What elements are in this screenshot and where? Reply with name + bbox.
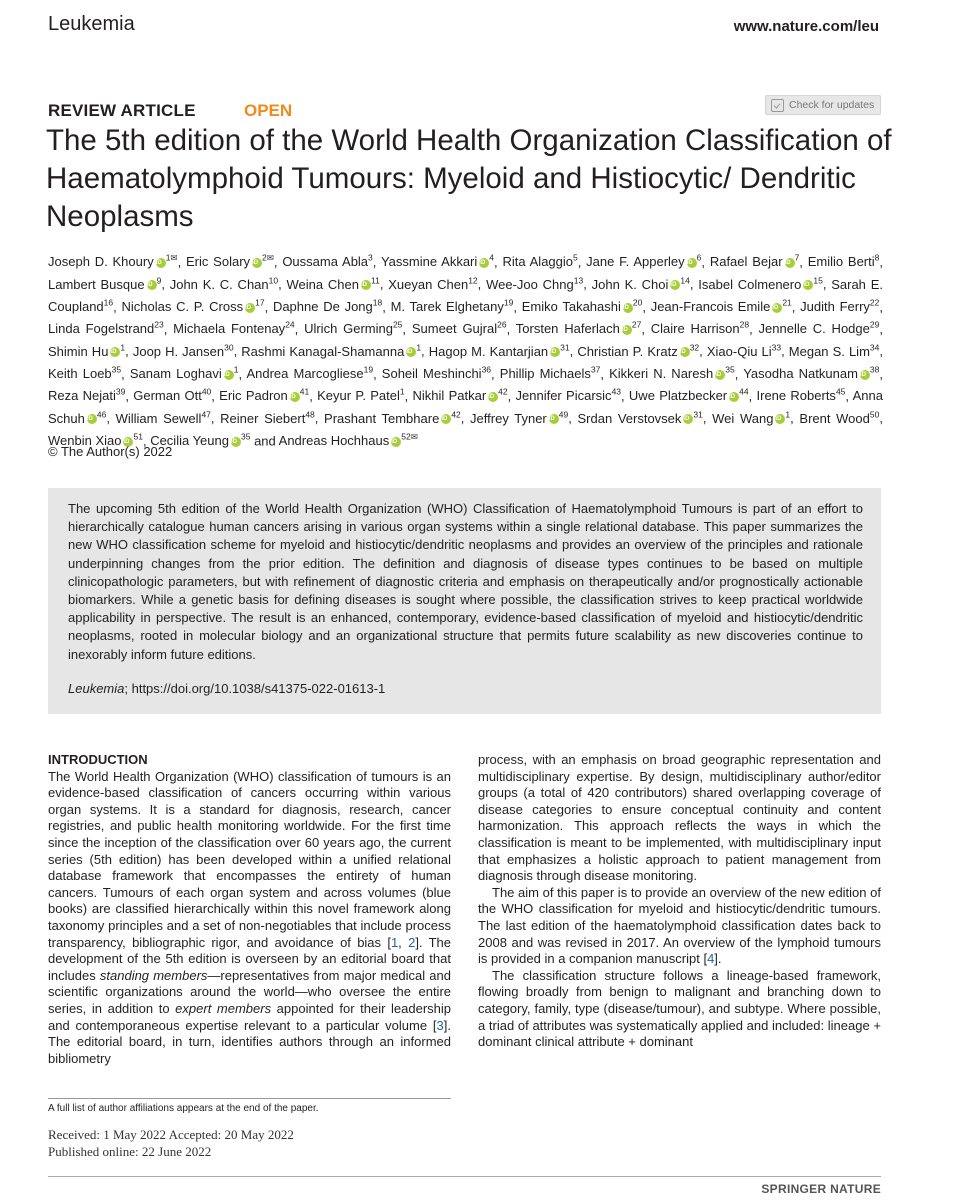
author[interactable] bbox=[382, 366, 491, 381]
affiliation-number: 8 bbox=[874, 253, 880, 263]
author-name: Cecilia Yeung bbox=[150, 432, 229, 448]
author[interactable] bbox=[413, 388, 508, 403]
author[interactable] bbox=[186, 254, 274, 269]
author[interactable] bbox=[707, 344, 781, 359]
orcid-icon[interactable]: iD bbox=[680, 347, 690, 357]
orcid-icon[interactable]: iD bbox=[252, 258, 262, 268]
author[interactable] bbox=[116, 411, 211, 426]
author[interactable] bbox=[133, 388, 211, 403]
author-name: Brent Wood bbox=[799, 410, 870, 426]
orcid-icon[interactable]: iD bbox=[361, 280, 371, 290]
reference-link[interactable]: 3 bbox=[436, 1017, 444, 1033]
affiliation-number: 24 bbox=[285, 319, 295, 330]
author[interactable] bbox=[48, 277, 161, 292]
author-name: Emilio Berti bbox=[807, 254, 875, 270]
published-online: Published online: 22 June 2022 bbox=[48, 1144, 212, 1159]
author-name: Irene Roberts bbox=[756, 388, 836, 404]
affiliation-number: 31 bbox=[560, 342, 570, 353]
affiliation-number: 33 bbox=[771, 342, 782, 353]
affiliation-number: 42 bbox=[498, 386, 508, 397]
author-name: M. Tarek Elghetany bbox=[390, 298, 504, 314]
author-name: Keith Loeb bbox=[48, 365, 112, 381]
orcid-icon[interactable]: iD bbox=[245, 303, 255, 313]
affiliation-number: 23 bbox=[154, 319, 164, 330]
affiliation-number: 30 bbox=[224, 342, 234, 353]
intro-paragraph-3: The classification structure follows a lineage-based framework, flowing broadly from benign to malignant and branching down to category, family, type (disease/tumour), and subtype. Where possible, a triad of attributes was systematically applied and included: lineage + dominant clinical attribute + dominant bbox=[478, 967, 881, 1050]
affiliation-number: 11 bbox=[371, 275, 380, 286]
author-name: Yasodha Natkunam bbox=[743, 365, 858, 381]
citation-line bbox=[68, 681, 385, 696]
author-name: John K. C. Chan bbox=[169, 276, 269, 292]
author[interactable] bbox=[500, 366, 601, 381]
author[interactable] bbox=[651, 299, 792, 314]
affiliation-number: 26 bbox=[497, 319, 507, 330]
author[interactable] bbox=[577, 344, 699, 359]
author-name: Sarah E. Coupland bbox=[48, 276, 883, 314]
author-name: Christian P. Kratz bbox=[577, 343, 678, 359]
author-name: Sanam Loghavi bbox=[129, 365, 222, 381]
reference-link[interactable]: 2 bbox=[408, 934, 416, 950]
orcid-icon[interactable]: iD bbox=[110, 347, 120, 357]
author-name: Lambert Busque bbox=[48, 276, 145, 292]
author[interactable] bbox=[789, 344, 880, 359]
author-name: Isabel Colmenero bbox=[698, 276, 802, 292]
author-name: Eric Solary bbox=[185, 254, 251, 270]
author[interactable] bbox=[757, 388, 846, 403]
orcid-icon[interactable]: iD bbox=[147, 280, 157, 290]
author-name: Reza Nejati bbox=[48, 388, 116, 404]
author[interactable] bbox=[219, 388, 309, 403]
orcid-icon[interactable]: iD bbox=[156, 258, 166, 268]
author-name: Xiao-Qiu Li bbox=[706, 343, 772, 359]
affiliation-number: 35 bbox=[111, 364, 122, 375]
author[interactable] bbox=[592, 277, 690, 292]
citation-journal: Leukemia bbox=[68, 681, 125, 696]
author[interactable] bbox=[324, 411, 461, 426]
author[interactable] bbox=[246, 366, 373, 381]
author-name: Sumeet Gujral bbox=[411, 321, 498, 337]
affiliation-number: 35 bbox=[725, 364, 735, 375]
affiliation-number: 39 bbox=[115, 386, 126, 397]
affiliation-number: 1 bbox=[399, 386, 405, 397]
author-name: Weina Chen bbox=[286, 276, 359, 292]
author[interactable] bbox=[799, 411, 879, 426]
author[interactable] bbox=[712, 411, 790, 426]
copyright: © The Author(s) 2022 bbox=[48, 444, 173, 459]
author-name: Wenbin Xiao bbox=[48, 432, 122, 448]
affiliation-number: 44 bbox=[739, 386, 749, 397]
orcid-icon[interactable]: iD bbox=[622, 325, 632, 335]
orcid-icon[interactable]: iD bbox=[224, 370, 234, 380]
reference-link[interactable]: 4 bbox=[707, 951, 715, 967]
author-name: German Ott bbox=[133, 388, 202, 404]
orcid-icon[interactable]: iD bbox=[803, 280, 813, 290]
affiliation-number: 45 bbox=[835, 386, 846, 397]
affiliation-number: 36 bbox=[481, 364, 492, 375]
orcid-icon[interactable]: iD bbox=[550, 347, 560, 357]
author[interactable] bbox=[651, 321, 749, 336]
affiliation-number: 46 bbox=[96, 409, 107, 420]
footnote-rule bbox=[48, 1098, 451, 1099]
author[interactable] bbox=[48, 388, 125, 403]
author-name: Daphne De Jong bbox=[272, 298, 373, 314]
reference-link[interactable]: 1 bbox=[390, 934, 399, 950]
affiliation-number: 13 bbox=[573, 275, 584, 286]
open-access-label: OPEN bbox=[244, 101, 293, 120]
author[interactable] bbox=[516, 388, 622, 403]
author[interactable] bbox=[586, 254, 701, 269]
author-name: Megan S. Lim bbox=[788, 343, 870, 359]
footnote: A full list of author affiliations appears at the end of the paper. bbox=[48, 1103, 319, 1114]
affiliation-number: 34 bbox=[869, 342, 880, 353]
affiliation-number: 9 bbox=[156, 275, 162, 286]
affiliation-number: 3 bbox=[368, 253, 373, 263]
affiliation-number: 38 bbox=[869, 364, 880, 375]
article-type: REVIEW ARTICLE bbox=[48, 101, 196, 120]
author[interactable] bbox=[522, 299, 643, 314]
author[interactable] bbox=[698, 277, 823, 292]
check-for-updates-label: Check for updates bbox=[789, 99, 875, 111]
affiliation-number: 28 bbox=[739, 319, 750, 330]
orcid-icon[interactable]: iD bbox=[441, 414, 451, 424]
author[interactable] bbox=[429, 344, 570, 359]
author-name: Eric Padron bbox=[219, 388, 288, 404]
affiliation-number: 25 bbox=[392, 319, 403, 330]
affiliation-number: 4 bbox=[489, 253, 495, 263]
author-name: Soheil Meshinchi bbox=[381, 365, 482, 381]
affiliation-number: 52✉ bbox=[401, 431, 418, 442]
affiliation-number: 49 bbox=[558, 409, 569, 420]
author-name: William Sewell bbox=[115, 410, 202, 426]
author-name: Jean-Francois Emile bbox=[650, 298, 771, 314]
author-name: Jeffrey Tyner bbox=[470, 410, 547, 426]
orcid-icon[interactable]: iD bbox=[687, 258, 697, 268]
author[interactable] bbox=[48, 321, 164, 336]
author-name: Shimin Hu bbox=[48, 343, 109, 359]
affiliation-number: 37 bbox=[590, 364, 601, 375]
intro-paragraph-1-cont: process, with an emphasis on broad geographic representation and multidisciplinary expertise. By design, multidisciplinary author/editor groups (a total of 420 contributors) shared overlapping coverage of disease categories to ensure conceptual continuity and content harmonization. This approach reflects the ways in which the classification is meant to be implemented, with multidisciplinary input that emphasizes a holistic approach to patient management from diagnosis through disease monitoring. bbox=[478, 752, 881, 884]
author-name: Jennelle C. Hodge bbox=[758, 321, 870, 337]
affiliation-number: 22 bbox=[869, 297, 880, 308]
affiliation-number: 31 bbox=[693, 409, 703, 420]
author-name: John K. Choi bbox=[591, 276, 669, 292]
author[interactable] bbox=[470, 411, 568, 426]
publisher-logo: SPRINGER NATURE bbox=[761, 1182, 881, 1196]
affiliation-number: 1 bbox=[233, 364, 239, 375]
orcid-icon[interactable]: iD bbox=[479, 258, 489, 268]
author-name: Jane F. Apperley bbox=[586, 254, 685, 270]
left-column bbox=[48, 752, 451, 1067]
affiliation-number: 14 bbox=[680, 275, 690, 286]
orcid-icon[interactable]: iD bbox=[123, 437, 133, 447]
affiliation-number: 51 bbox=[133, 431, 143, 442]
author-name: Reiner Siebert bbox=[220, 410, 306, 426]
orcid-icon[interactable]: iD bbox=[87, 414, 97, 424]
author[interactable] bbox=[609, 366, 735, 381]
author-name: Nicholas C. P. Cross bbox=[121, 298, 244, 314]
author[interactable] bbox=[808, 254, 880, 269]
affiliation-number: 1 bbox=[120, 342, 126, 353]
affiliation-number: 47 bbox=[201, 409, 211, 420]
author-name: Oussama Abla bbox=[282, 254, 369, 270]
article-title: The 5th edition of the World Health Organization Classification of Haematolymphoid Tumours: Myeloid and Histiocytic/ Dendritic Neoplasms bbox=[46, 124, 892, 233]
author[interactable] bbox=[133, 344, 234, 359]
author-name: Uwe Platzbecker bbox=[628, 388, 728, 404]
author[interactable] bbox=[577, 411, 702, 426]
author-name: Andrea Marcogliese bbox=[246, 365, 364, 381]
author-name: Judith Ferry bbox=[800, 298, 870, 314]
affiliation-number: 18 bbox=[372, 297, 383, 308]
author-name: Joseph D. Khoury bbox=[48, 254, 154, 270]
affiliation-number: 29 bbox=[869, 319, 880, 330]
author-name: Phillip Michaels bbox=[499, 365, 591, 381]
intro-paragraph-2: The aim of this paper is to provide an overview of the new edition of the WHO classification for myeloid and histiocytic/dendritic tumours. The last edition of the haematolymphoid classification dates back to 2008 and was revised in 2017. An overview of the lymphoid tumours is provided in a companion manuscript [4]. bbox=[478, 884, 881, 967]
author[interactable] bbox=[516, 321, 642, 336]
orcid-icon[interactable]: iD bbox=[290, 392, 300, 402]
affiliation-number: 50 bbox=[869, 409, 880, 420]
section-heading: INTRODUCTION bbox=[48, 752, 148, 767]
author-name: Linda Fogelstrand bbox=[48, 321, 155, 337]
author[interactable] bbox=[800, 299, 879, 314]
affiliation-number: 1 bbox=[785, 409, 791, 420]
author[interactable] bbox=[486, 277, 583, 292]
affiliation-number: 40 bbox=[201, 386, 212, 397]
author[interactable] bbox=[130, 366, 239, 381]
author[interactable] bbox=[743, 366, 879, 381]
orcid-icon[interactable]: iD bbox=[729, 392, 739, 402]
orcid-icon[interactable]: iD bbox=[715, 370, 725, 380]
author-name: Xueyan Chen bbox=[388, 276, 469, 292]
author-name: Emiko Takahashi bbox=[521, 298, 621, 314]
right-column bbox=[478, 752, 881, 1051]
author-name: Kikkeri N. Naresh bbox=[609, 365, 714, 381]
author-name: Hagop M. Kantarjian bbox=[428, 343, 549, 359]
affiliation-number: 21 bbox=[782, 297, 792, 308]
journal-name: Leukemia bbox=[48, 13, 135, 35]
author-name: Ulrich Germing bbox=[304, 321, 393, 337]
author[interactable] bbox=[282, 254, 372, 269]
affiliation-number: 27 bbox=[631, 319, 642, 330]
author-name: Claire Harrison bbox=[650, 321, 740, 337]
affiliation-number: 7 bbox=[794, 253, 800, 263]
affiliation-number: 35 bbox=[240, 431, 251, 442]
affiliation-number: 12 bbox=[468, 275, 478, 286]
author[interactable] bbox=[48, 344, 125, 359]
orcid-icon[interactable]: iD bbox=[231, 437, 241, 447]
affiliation-number: 42 bbox=[451, 409, 461, 420]
abstract-text: The upcoming 5th edition of the World Health Organization (WHO) Classification of Haematolymphoid Tumours is part of an effort to hierarchically catalogue human cancers arising in various organ systems within a single relational database. This paper summarizes the new WHO classification scheme for myeloid and histiocytic/dendritic neoplasms and provides an overview of the principles and rationale underpinning changes from the prior edition. The definition and diagnosis of disease types continues to be based on multiple clinicopathologic parameters, but with refinement of diagnostic criteria and emphasis on therapeutically and/or prognostically actionable biomarkers. While a genetic basis for defining diseases is sought where possible, the classification strives to keep practical worldwide applicability in perspective. The result is an enhanced, contemporary, evidence-based classification of myeloid and histiocytic/dendritic neoplasms, rooted in molecular biology and an organizational structure that permits future scalability as new discoveries continue to inexorably inform future editions. bbox=[68, 501, 863, 662]
author-name: Prashant Tembhare bbox=[324, 410, 440, 426]
author[interactable] bbox=[759, 321, 880, 336]
affiliation-number: 20 bbox=[632, 297, 643, 308]
orcid-icon[interactable]: iD bbox=[391, 437, 401, 447]
affiliation-number: 16 bbox=[103, 297, 114, 308]
author-name: Wei Wang bbox=[712, 410, 774, 426]
author[interactable] bbox=[388, 277, 477, 292]
orcid-icon[interactable]: iD bbox=[623, 303, 633, 313]
author-name: Srdan Verstovsek bbox=[577, 410, 682, 426]
affiliation-number: 15 bbox=[813, 275, 823, 286]
author[interactable] bbox=[279, 433, 418, 448]
affiliation-number: 19 bbox=[503, 297, 514, 308]
article-dates bbox=[48, 1126, 294, 1160]
author-name: Keyur P. Patel bbox=[317, 388, 400, 404]
intro-paragraph-1: The World Health Organization (WHO) classification of tumours is an evidence-based classification of cancers occurring within various organ systems. It is a standard for diagnosis, research, cancer registries, and public health monitoring worldwide. For the first time since the inception of the classification over 60 years ago, the current series (5th edition) has been developed within a unified relational database framework that encompasses the entirety of human cancers. Tumours of each organ system and across volumes (blue books) are classified hierarchically within this novel framework along taxonomy principles and a set of non-negotiables that include process transparency, bibliographic rigor, and avoidance of bias [1, 2]. The development of the 5th edition is overseen by an editorial board that includes standing members—representatives from major medical and scientific organizations around the world—who oversee the entire series, in addition to expert members appointed for their leadership and contemporaneous expertise relevant to a particular volume [3]. The editorial board, in turn, identifies authors through an informed bibliometry bbox=[48, 768, 452, 1066]
author[interactable] bbox=[48, 254, 178, 269]
orcid-icon[interactable]: iD bbox=[488, 392, 498, 402]
author[interactable] bbox=[241, 344, 421, 359]
author-name: Andreas Hochhaus bbox=[278, 432, 390, 448]
author[interactable] bbox=[502, 254, 577, 269]
affiliation-number: 17 bbox=[255, 297, 265, 308]
author-list: Joseph D. Khoury iD $^{1✉}$, Eric Solary iD $^{2✉}$, Oussama Abla$^3$, Yassmine Akkari iD $^4$, Rita Alaggio$^5$, Jane F. Apperley iD $^6$, Rafael Bejar iD $^7$, Emilio Berti$^8$, Lambert Busque iD $^9$, John K. C. Chan$^{10}$, Weina Chen iD $^{11}$, Xueyan Chen$^{12}$, Wee-Joo Chng$^{13}$, John K. Choi iD $^{14}$, Isabel Colmenero iD $^{15}$, Sarah E. Coupland$^{16}$, Nicholas C. P. Cross iD $^{17}$, Daphne De Jong$^{18}$, M. Tarek Elghetany$^{19}$, Emiko Takahashi iD $^{20}$, Jean-Francois Emile iD $^{21}$, Judith Ferry$^{22}$, Linda Fogelstrand$^{23}$, Michaela Fontenay$^{24}$, Ulrich Germing$^{25}$, Sumeet Gujral$^{26}$, Torsten Haferlach iD $^{27}$, Claire Harrison$^{28}$, Jennelle C. Hodge$^{29}$, Shimin Hu iD $^1$, Joop H. Jansen$^{30}$, Rashmi Kanagal-Shamanna iD $^1$, Hagop M. Kantarjian iD $^{31}$, Christian P. Kratz iD $^{32}$, Xiao-Qiu Li$^{33}$, Megan S. Lim$^{34}$, Keith Loeb$^{35}$, Sanam Loghavi iD $^1$, Andrea Marcogliese$^{19}$, Soheil Meshinchi$^{36}$, Phillip Michaels$^{37}$, Kikkeri N. Naresh iD $^{35}$, Yasodha Natkunam iD $^{38}$, Reza Nejati$^{39}$, German Ott$^{40}$, Eric Padron iD $^{41}$, Keyur P. Patel$^1$, Nikhil Patkar iD $^{42}$, Jennifer Picarsic$^{43}$, Uwe Platzbecker iD $^{44}$, Irene Roberts$^{45}$, Anna Schuh iD $^{46}$, William Sewell$^{47}$, Reiner Siebert$^{48}$, Prashant Tembhare iD $^{42}$, Jeffrey Tyner iD $^{49}$, Srdan Verstovsek iD $^{31}$, Wei Wang iD $^1$, Brent Wood$^{50}$, Wenbin Xiao iD $^{51}$, Cecilia Yeung iD $^{35}$ and Andreas Hochhaus iD $^{52✉}$ bbox=[48, 253, 883, 448]
affiliation-number: 19 bbox=[363, 364, 374, 375]
affiliation-number: 1✉ bbox=[165, 253, 178, 263]
orcid-icon[interactable]: iD bbox=[549, 414, 559, 424]
abstract-box bbox=[48, 488, 881, 714]
check-updates-icon bbox=[771, 99, 784, 112]
orcid-icon[interactable]: iD bbox=[785, 258, 795, 268]
author[interactable] bbox=[304, 321, 402, 336]
bottom-rule bbox=[48, 1176, 881, 1177]
orcid-icon[interactable]: iD bbox=[683, 414, 693, 424]
author[interactable] bbox=[173, 321, 295, 336]
author[interactable] bbox=[121, 299, 264, 314]
affiliation-number: 48 bbox=[305, 409, 315, 420]
author-name: Nikhil Patkar bbox=[412, 388, 487, 404]
author-name: Rafael Bejar bbox=[709, 254, 783, 270]
orcid-icon[interactable]: iD bbox=[775, 414, 785, 424]
author-name: Jennifer Picarsic bbox=[515, 388, 612, 404]
affiliation-number: 5 bbox=[573, 253, 578, 263]
received-accepted: Received: 1 May 2022 Accepted: 20 May 2022 bbox=[48, 1127, 294, 1142]
author[interactable] bbox=[220, 411, 315, 426]
author-name: Rita Alaggio bbox=[502, 254, 574, 270]
affiliation-number: 32 bbox=[689, 342, 700, 353]
author[interactable] bbox=[170, 277, 278, 292]
author[interactable] bbox=[710, 254, 799, 269]
author-name: Michaela Fontenay bbox=[173, 321, 286, 337]
affiliation-number: 1 bbox=[416, 342, 422, 353]
affiliation-number: 2✉ bbox=[262, 253, 274, 263]
affiliation-number: 10 bbox=[268, 275, 279, 286]
author-name: Wee-Joo Chng bbox=[486, 276, 574, 292]
author[interactable] bbox=[391, 299, 514, 314]
author[interactable] bbox=[629, 388, 749, 403]
author-name: Yassmine Akkari bbox=[380, 254, 478, 270]
affiliation-number: 43 bbox=[611, 386, 622, 397]
orcid-icon[interactable]: iD bbox=[772, 303, 782, 313]
journal-url[interactable]: www.nature.com/leu bbox=[733, 18, 879, 35]
affiliation-number: 6 bbox=[696, 253, 702, 263]
orcid-icon[interactable]: iD bbox=[406, 347, 416, 357]
author[interactable] bbox=[48, 366, 121, 381]
check-for-updates-button[interactable] bbox=[765, 95, 881, 115]
orcid-icon[interactable]: iD bbox=[860, 370, 870, 380]
author[interactable] bbox=[273, 299, 382, 314]
author-name: Joop H. Jansen bbox=[132, 343, 225, 359]
author-name: Anna Schuh bbox=[48, 388, 883, 426]
orcid-icon[interactable]: iD bbox=[670, 280, 680, 290]
doi-link[interactable]: ; https://doi.org/10.1038/s41375-022-01613-1 bbox=[124, 681, 386, 696]
affiliation-number: 41 bbox=[299, 386, 310, 397]
author[interactable] bbox=[412, 321, 507, 336]
author-name: Rashmi Kanagal-Shamanna bbox=[241, 343, 405, 359]
author[interactable] bbox=[317, 388, 405, 403]
author[interactable] bbox=[287, 277, 380, 292]
author[interactable] bbox=[381, 254, 494, 269]
author-name: Torsten Haferlach bbox=[515, 321, 620, 337]
